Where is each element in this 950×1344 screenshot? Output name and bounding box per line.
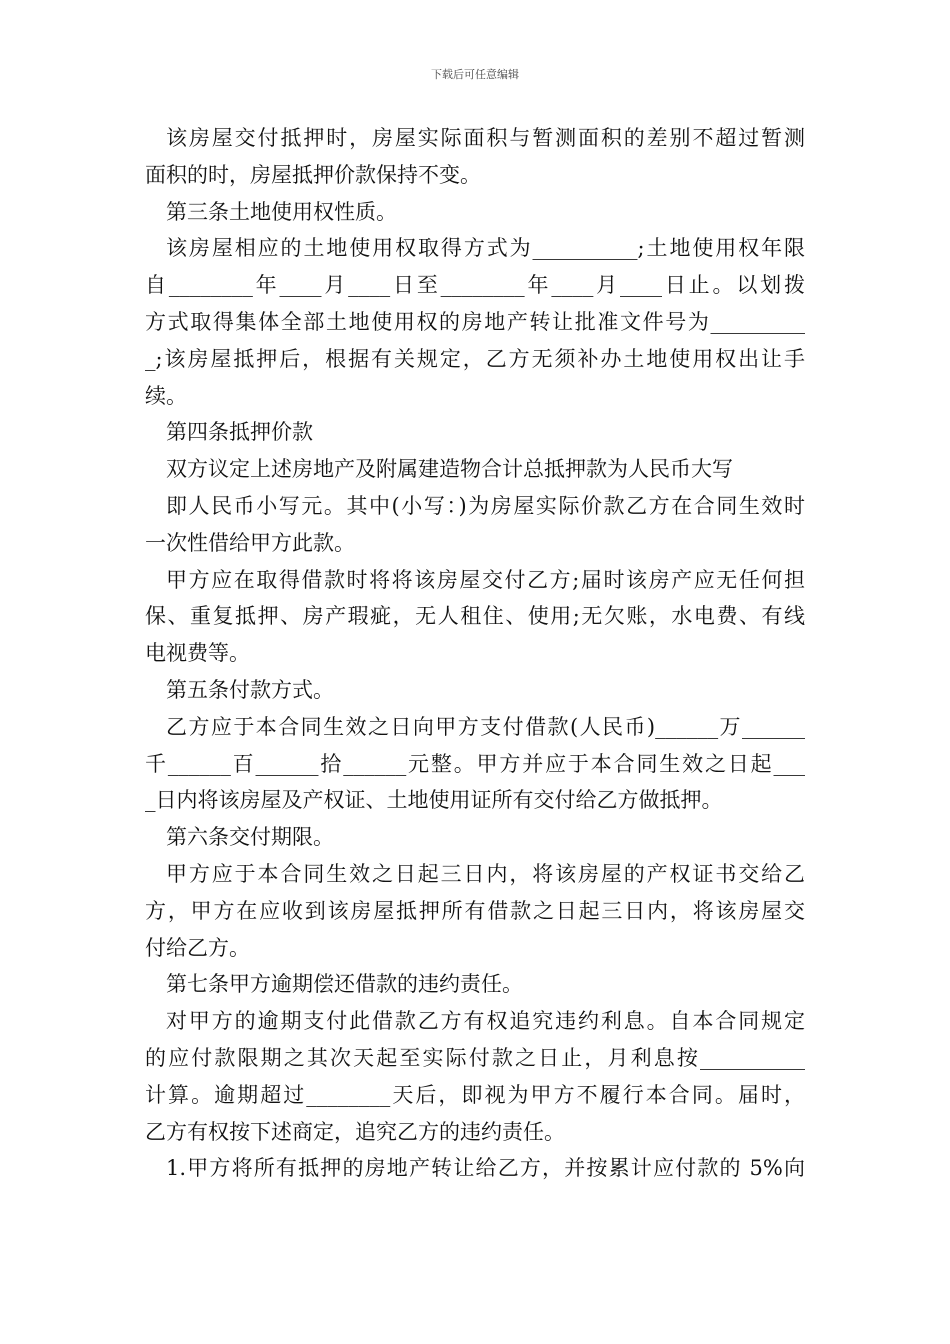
text-line: _日内将该房屋及产权证、土地使用证所有交付给乙方做抵押。 — [145, 788, 723, 813]
text-line: 的应付款限期之其次天起至实际付款之日止，月利息按__________ — [145, 1045, 805, 1070]
text-line: 第三条土地使用权性质。 — [166, 199, 397, 224]
document-body — [145, 120, 805, 1187]
text-line: 电视费等。 — [145, 641, 250, 666]
text-line: 第四条抵押价款 — [166, 420, 313, 445]
text-line: 方，甲方在应收到该房屋抵押所有借款之日起三日内，将该房屋交 — [145, 898, 805, 923]
text-line: 第六条交付期限。 — [166, 825, 334, 850]
text-line: 甲方应在取得借款时将将该房屋交付乙方;届时该房产应无任何担 — [166, 567, 805, 592]
text-line: 自________年____月____日至________年____月____日止。以划拨 — [145, 273, 805, 298]
text-line: 保、重复抵押、房产瑕疵，无人租住、使用;无欠账，水电费、有线 — [145, 604, 805, 629]
text-line: 第五条付款方式。 — [166, 677, 334, 702]
text-line: 方式取得集体全部土地使用权的房地产转让批准文件号为_________ — [145, 309, 805, 334]
text-line: 1.甲方将所有抵押的房地产转让给乙方，并按累计应付款的 5%向 — [166, 1156, 805, 1181]
text-line: 对甲方的逾期支付此借款乙方有权追究违约利息。自本合同规定 — [166, 1009, 805, 1034]
text-line: 乙方应于本合同生效之日向甲方支付借款(人民币)______万______ — [166, 714, 805, 739]
text-line: 该房屋交付抵押时，房屋实际面积与暂测面积的差别不超过暂测 — [166, 126, 805, 150]
text-line: 面积的时，房屋抵押价款保持不变。 — [145, 162, 481, 187]
page-header: 下载后可任意编辑 — [431, 68, 519, 81]
text-line: 一次性借给甲方此款。 — [145, 530, 355, 555]
text-line: 该房屋相应的土地使用权取得方式为__________;土地使用权年限 — [166, 236, 805, 261]
text-line: 计算。逾期超过________天后，即视为甲方不履行本合同。届时， — [145, 1082, 805, 1107]
text-line: 甲方应于本合同生效之日起三日内，将该房屋的产权证书交给乙 — [166, 861, 805, 886]
text-line: 双方议定上述房地产及附属建造物合计总抵押款为人民币大写 — [166, 457, 733, 482]
text-line: _;该房屋抵押后，根据有关规定，乙方无须补办土地使用权出让手 — [145, 346, 805, 371]
text-line: 乙方有权按下述商定，追究乙方的违约责任。 — [145, 1119, 565, 1144]
text-line: 第七条甲方逾期偿还借款的违约责任。 — [166, 972, 523, 997]
text-line: 即人民币小写元。其中(小写：)为房屋实际价款乙方在合同生效时 — [166, 493, 805, 518]
text-line: 续。 — [145, 383, 187, 408]
text-line: 付给乙方。 — [145, 935, 250, 960]
text-line: 千______百______拾______元整。甲方并应于本合同生效之日起___ — [145, 751, 805, 776]
